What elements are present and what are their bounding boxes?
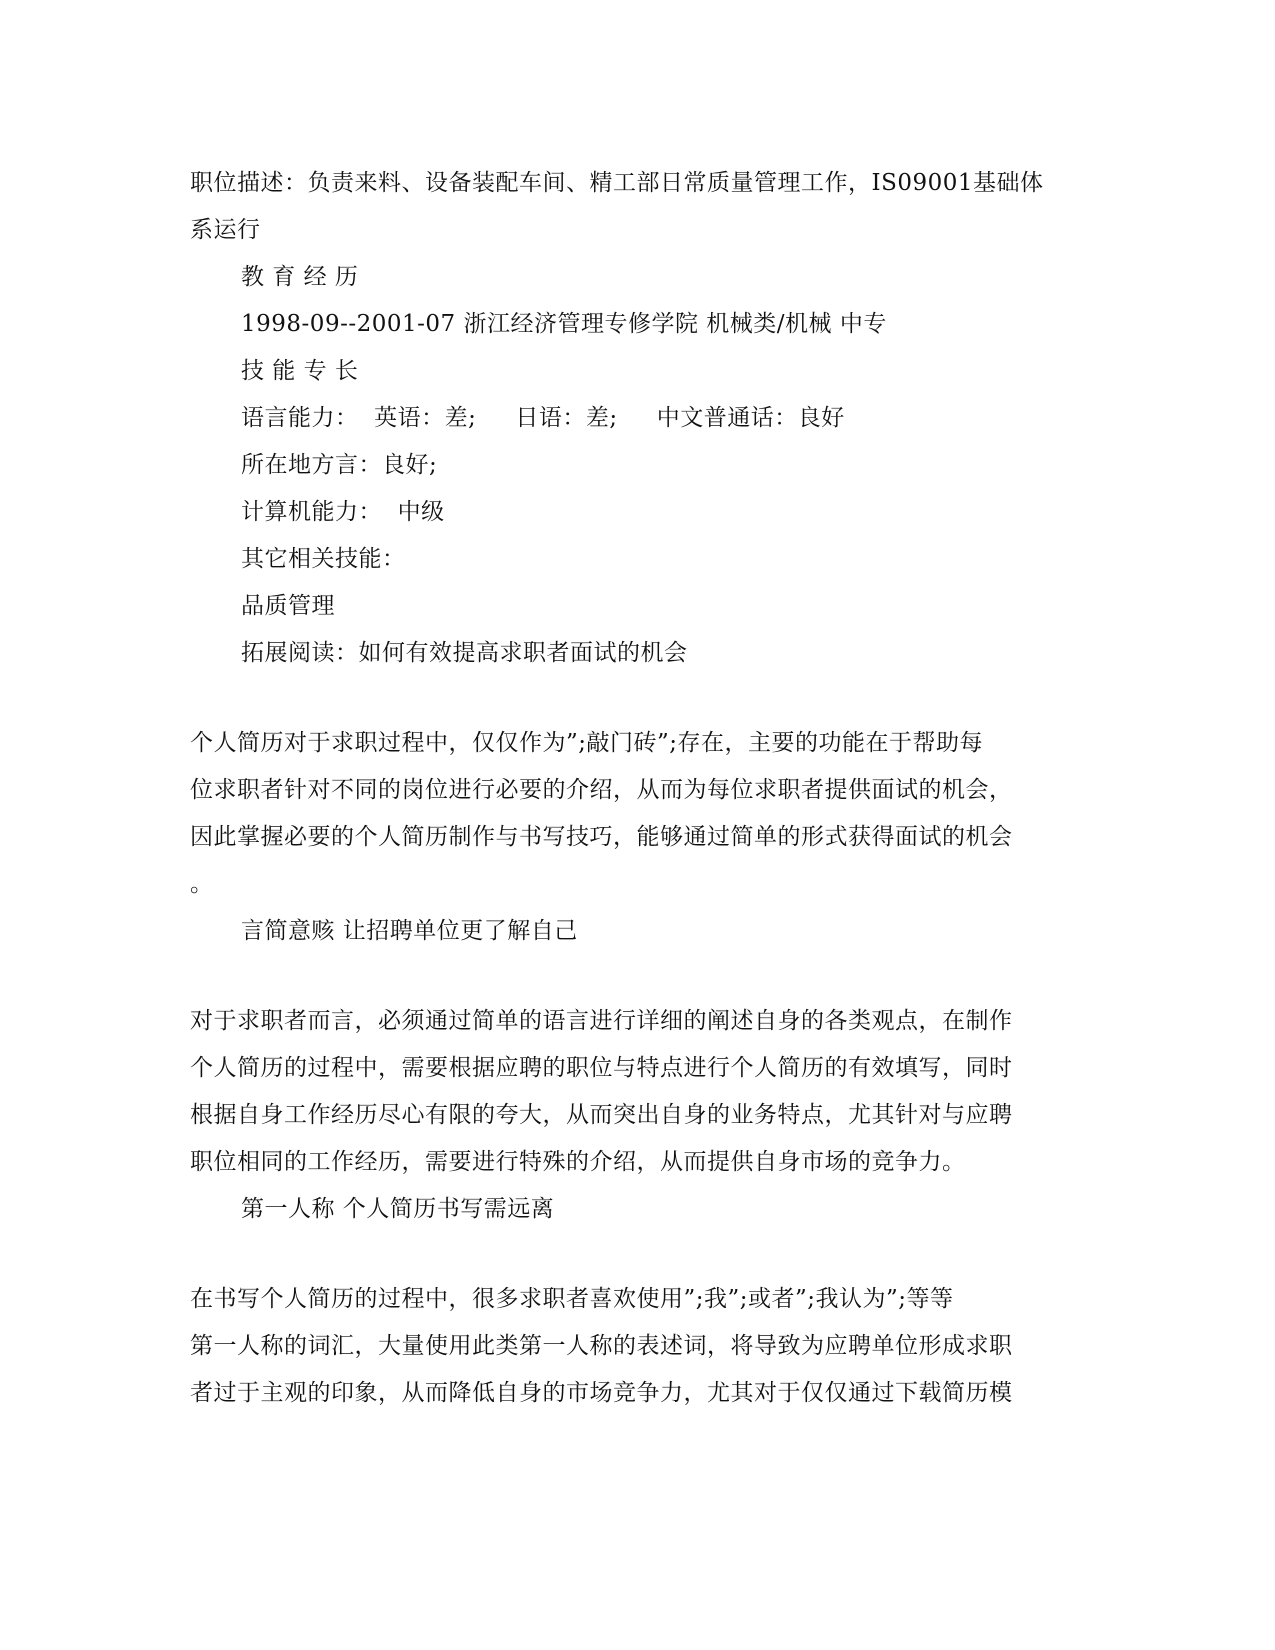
- section-heading: 教 育 经 历: [241, 264, 359, 290]
- section-heading: 技 能 专 长: [241, 358, 359, 384]
- text-line: 个人简历的过程中，需要根据应聘的职位与特点进行个人简历的有效填写，同时: [190, 1055, 1013, 1081]
- text-line: 因此掌握必要的个人简历制作与书写技巧，能够通过简单的形式获得面试的机会: [190, 824, 1013, 850]
- text-line: 其它相关技能：: [241, 546, 406, 572]
- text-line: 位求职者针对不同的岗位进行必要的介绍，从而为每位求职者提供面试的机会，: [190, 777, 1013, 803]
- section-heading: 第一人称 个人简历书写需远离: [241, 1196, 555, 1222]
- text-line: 个人简历对于求职过程中，仅仅作为”;敲门砖”;存在，主要的功能在于帮助每: [190, 730, 984, 756]
- text-line: 根据自身工作经历尽心有限的夸大，从而突出自身的业务特点，尤其针对与应聘: [190, 1102, 1013, 1128]
- text-line: 职位相同的工作经历，需要进行特殊的介绍，从而提供自身市场的竞争力。: [190, 1149, 966, 1175]
- text-line: 1998-09--2001-07 浙江经济管理专修学院 机械类/机械 中专: [241, 311, 887, 337]
- text-line: 在书写个人简历的过程中，很多求职者喜欢使用”;我”;或者”;我认为”;等等: [190, 1286, 954, 1312]
- text-line: 计算机能力： 中级: [241, 499, 445, 525]
- text-line: 职位描述：负责来料、设备装配车间、精工部日常质量管理工作，IS09001基础体: [190, 170, 1044, 196]
- text-line: 对于求职者而言，必须通过简单的语言进行详细的阐述自身的各类观点，在制作: [190, 1008, 1013, 1034]
- text-line: 第一人称的词汇，大量使用此类第一人称的表述词，将导致为应聘单位形成求职: [190, 1333, 1013, 1359]
- text-line: 所在地方言：良好;: [241, 452, 438, 478]
- section-heading: 言简意赅 让招聘单位更了解自己: [241, 918, 578, 944]
- text-line: 语言能力： 英语：差; 日语：差; 中文普通话：良好: [241, 405, 845, 431]
- text-line: 。: [190, 871, 214, 897]
- text-line: 品质管理: [241, 593, 335, 619]
- text-line: 拓展阅读：如何有效提高求职者面试的机会: [241, 640, 688, 666]
- text-line: 者过于主观的印象，从而降低自身的市场竞争力，尤其对于仅仅通过下载简历模: [190, 1380, 1013, 1406]
- text-line: 系运行: [190, 217, 261, 243]
